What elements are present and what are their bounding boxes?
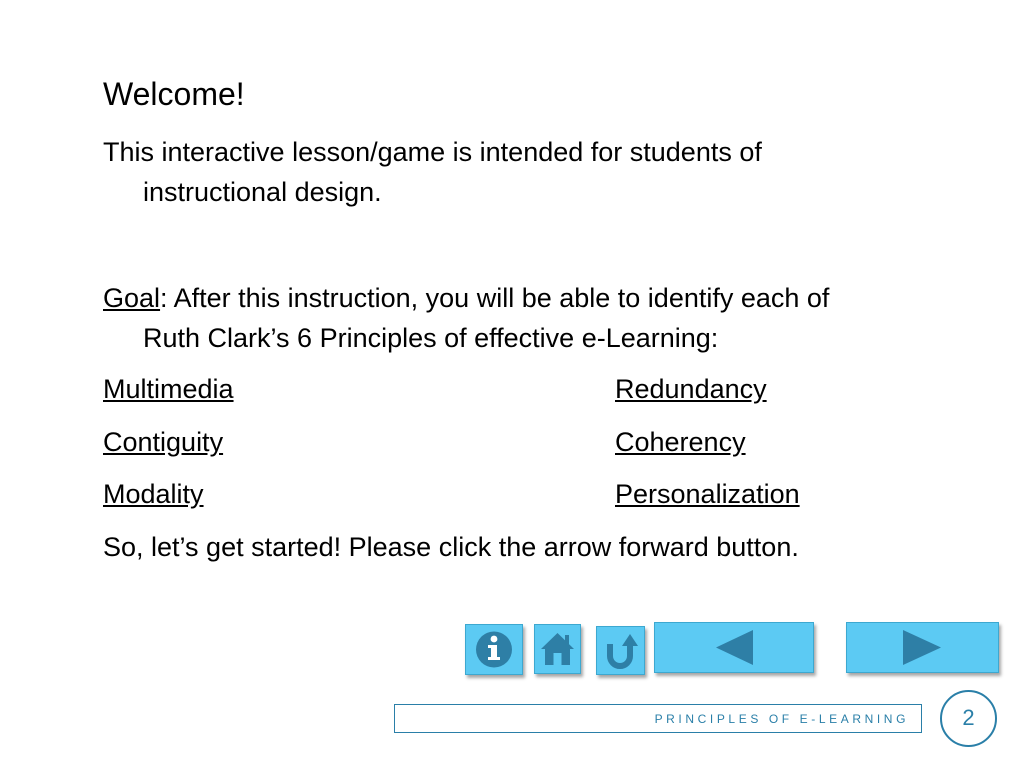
goal-colon: : <box>160 283 168 313</box>
intro-line-1: This interactive lesson/game is intended for students of <box>103 137 762 167</box>
principle-coherency: Coherency <box>615 427 746 457</box>
page-number-badge <box>940 690 997 747</box>
principle-multimedia: Multimedia <box>103 374 234 404</box>
footer-title-box <box>394 704 922 733</box>
home-icon <box>535 625 580 673</box>
course-title: PRINCIPLES OF E-LEARNING <box>654 712 909 726</box>
intro-paragraph <box>103 132 762 212</box>
principle-modality: Modality <box>103 479 204 509</box>
return-button[interactable] <box>596 626 645 675</box>
goal-line-2: Ruth Clark’s 6 Principles of effective e-Learning: <box>143 323 719 353</box>
principle-contiguity: Contiguity <box>103 427 224 457</box>
next-button[interactable] <box>846 622 999 673</box>
goal-paragraph <box>103 278 829 358</box>
home-button[interactable] <box>534 624 581 674</box>
goal-text: After this instruction, you will be able to identify each of <box>167 283 830 313</box>
return-arrow-icon <box>597 627 644 674</box>
info-button[interactable] <box>465 624 523 675</box>
previous-button[interactable] <box>654 622 814 673</box>
left-triangle-icon <box>655 623 813 672</box>
right-triangle-icon <box>847 623 998 672</box>
info-icon <box>466 625 522 674</box>
goal-label: Goal <box>103 283 161 313</box>
closing-instruction: So, let’s get started! Please click the arrow forward button. <box>103 532 799 562</box>
intro-line-2: instructional design. <box>143 177 382 207</box>
page-number: 2 <box>962 705 975 730</box>
goal-line-1 <box>103 278 829 318</box>
principle-personalization: Personalization <box>615 479 800 509</box>
slide-title: Welcome! <box>103 76 245 113</box>
principle-redundancy: Redundancy <box>615 374 767 404</box>
